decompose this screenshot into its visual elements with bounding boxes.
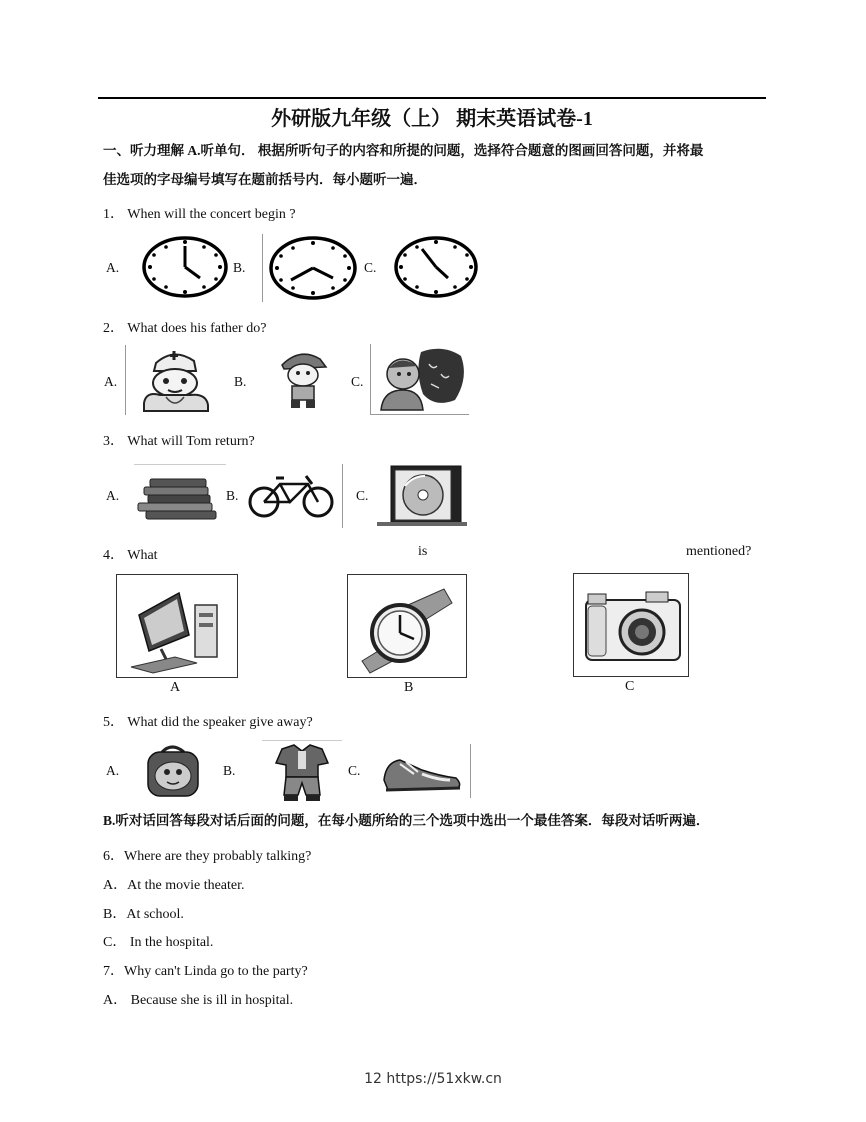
shoes-picture	[378, 744, 471, 798]
question-text: What does his father do?	[127, 321, 267, 336]
doctor-picture	[125, 345, 226, 415]
option-label-a: A.	[106, 260, 120, 275]
question-number: 2．	[103, 321, 124, 336]
question-7: 7．Why can't Linda go to the party?	[103, 964, 308, 979]
bicycle-picture	[246, 470, 336, 518]
option-label-c: C.	[356, 488, 369, 503]
picture-caption-b: B	[404, 680, 414, 695]
question-3	[103, 430, 255, 450]
question-number: 5．	[103, 715, 124, 730]
option-label-b: B.	[226, 488, 239, 503]
computer-picture	[116, 574, 238, 678]
question-text: What	[127, 548, 158, 563]
option-label-b: B.	[223, 763, 236, 778]
question-text: What did the speaker give away?	[127, 715, 313, 730]
option-label-c: C.	[351, 374, 364, 389]
option-label-b: B.	[233, 260, 246, 275]
option-label-a: A.	[104, 374, 118, 389]
page-title: 外研版九年级（上） 期末英语试卷-1	[271, 108, 593, 130]
question-1	[103, 203, 296, 223]
question-text: mentioned?	[686, 544, 752, 559]
clock-icon-a	[142, 236, 228, 298]
option-label-a: A.	[106, 488, 120, 503]
option-b: B．At school.	[103, 907, 184, 922]
page-footer: 12 https://51xkw.cn	[364, 1071, 502, 1087]
section-a-instruction-line1: 一、听力理解 A.听单句． 根据所听句子的内容和所提的问题，选择符合题意的图画回答问题，并将最	[103, 143, 704, 158]
question-6: 6．Where are they probably talking?	[103, 849, 312, 864]
section-b-instruction: B.听对话回答每段对话后面的问题，在每小题所给的三个选项中选出一个最佳答案．每段对话听两遍．	[103, 813, 710, 828]
question-4	[103, 544, 753, 564]
picture-caption-c: C	[625, 679, 635, 694]
question-text: When will the concert begin ?	[127, 207, 296, 222]
clock-icon-c	[394, 236, 478, 298]
option-c: C． In the hospital.	[103, 935, 214, 950]
question-2	[103, 317, 266, 337]
picture-caption-a: A	[170, 680, 181, 695]
question-text: is	[418, 544, 428, 559]
watch-picture	[347, 574, 467, 678]
teacher-picture	[370, 344, 469, 415]
option-label-c: C.	[348, 763, 361, 778]
section-a-instruction-line2: 佳选项的字母编号填写在题前括号内．每小题听一遍．	[103, 172, 427, 187]
cd-picture	[342, 464, 467, 528]
question-text: What will Tom return?	[127, 434, 255, 449]
option-a: A．At the movie theater.	[103, 878, 245, 893]
title-rule	[98, 97, 766, 99]
worker-picture	[270, 347, 336, 411]
camera-picture	[573, 573, 689, 677]
question-number: 3．	[103, 434, 124, 449]
clothes-picture	[262, 740, 342, 803]
clock-icon-b	[262, 234, 363, 302]
option-label-a: A.	[106, 763, 120, 778]
question-number: 4．	[103, 548, 124, 563]
option-a: A． Because she is ill in hospital.	[103, 993, 294, 1008]
question-5	[103, 711, 313, 731]
question-number: 1．	[103, 207, 124, 222]
option-label-b: B.	[234, 374, 247, 389]
option-label-c: C.	[364, 260, 377, 275]
backpack-picture	[140, 742, 206, 800]
books-picture	[134, 464, 226, 527]
